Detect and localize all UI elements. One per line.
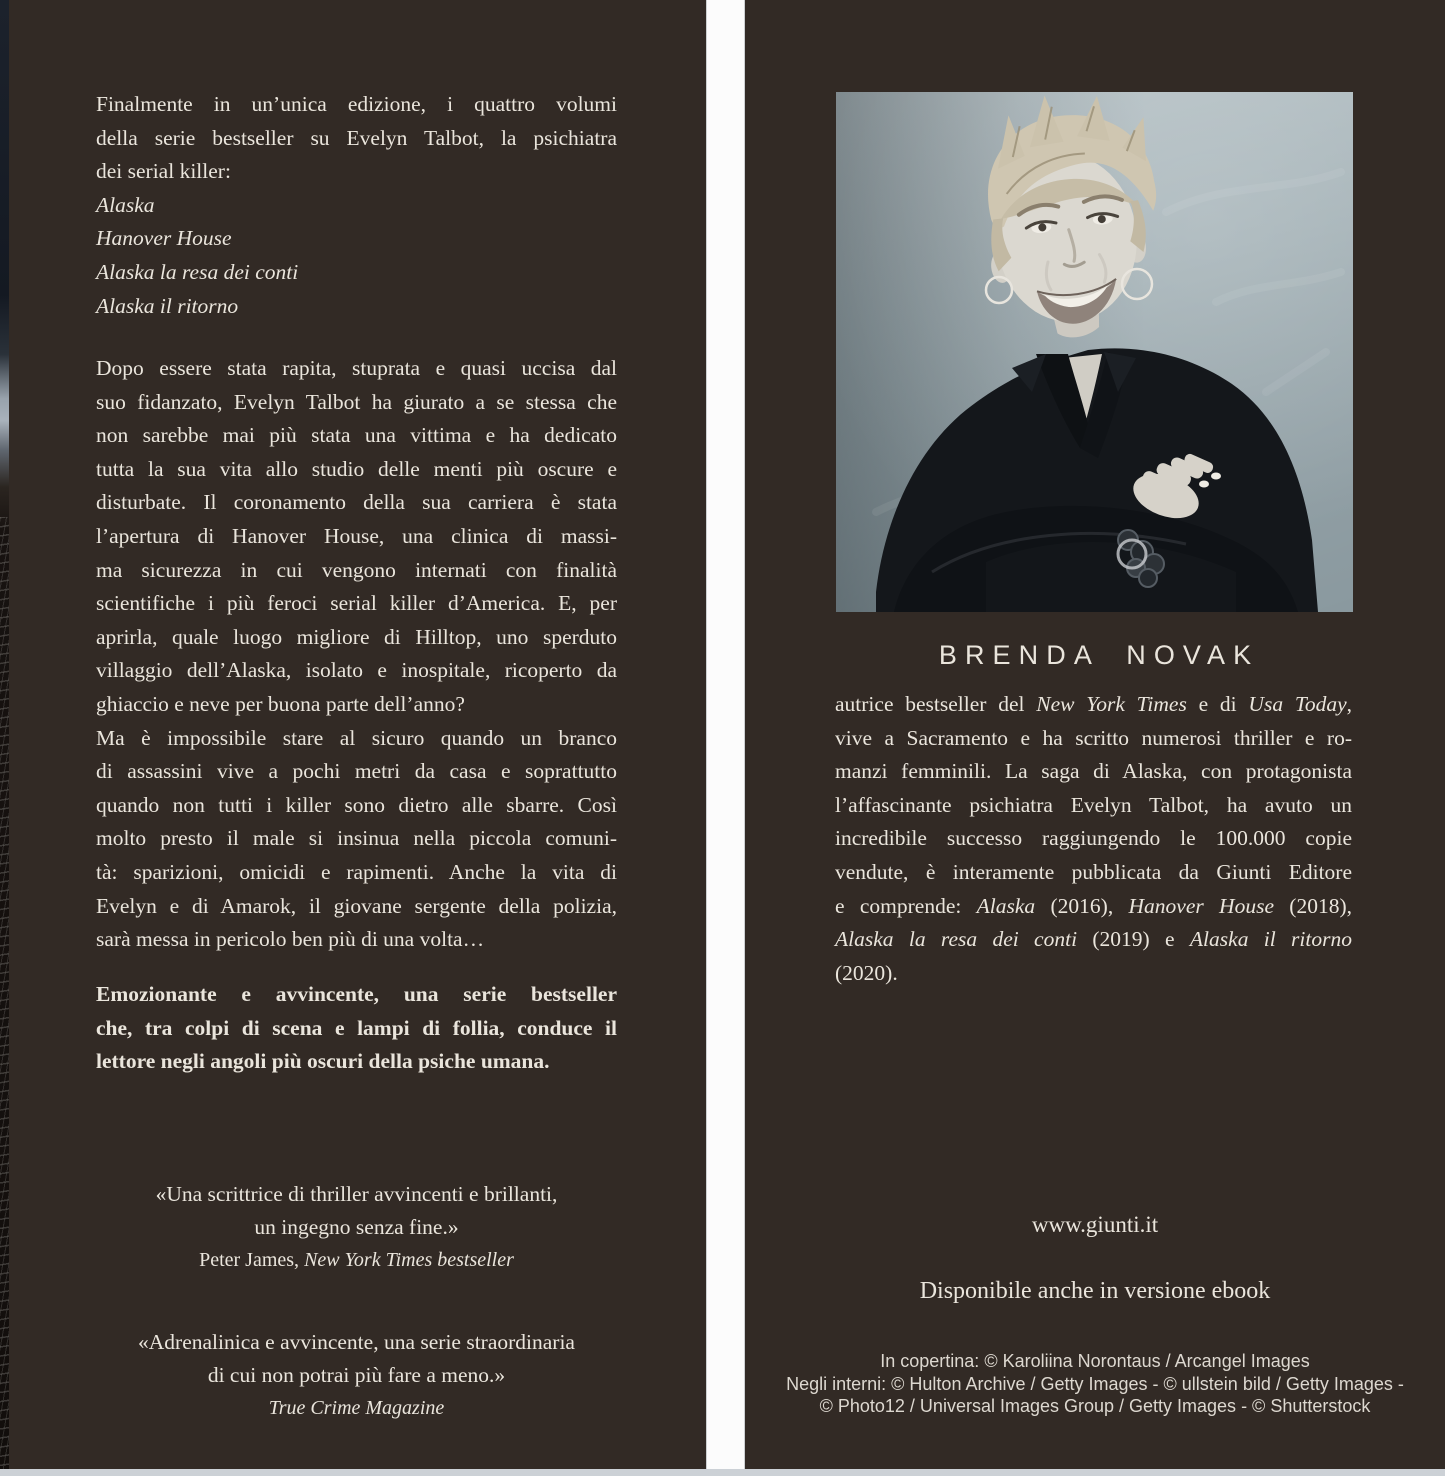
intro-paragraph	[96, 88, 617, 323]
right-flap	[745, 0, 1445, 1476]
text-line: ma sicurezza in cui vengono internati con finalità	[96, 557, 617, 582]
text-line	[835, 923, 1352, 957]
text-line: (2020).	[835, 960, 898, 985]
italic-text-run: Alaska la resa dei conti	[835, 927, 1078, 952]
text-line: di cui non potrai più fare a meno.»	[207, 1363, 506, 1387]
text-line: villaggio dell’Alaska, isolato e inospitale, ricoperto da	[96, 658, 617, 683]
highlight-paragraph	[96, 978, 617, 1079]
text-line: Evelyn e di Amarok, il giovane sergente della polizia,	[96, 893, 617, 918]
text-line: molto presto il male si insinua nella piccola comuni-	[96, 826, 617, 851]
text-run: (2018),	[1274, 893, 1353, 918]
text-line: «Una scrittrice di thriller avvincenti e brillanti,	[155, 1182, 558, 1206]
text-line: Negli interni: © Hulton Archive / Getty Images - © ullstein bild / Getty Images -	[786, 1373, 1404, 1394]
text-run: (2019) e	[1077, 927, 1190, 952]
quote-attribution-peter-james	[69, 1248, 644, 1272]
text-line: Finalmente in un’unica edizione, i quattro volumi	[96, 92, 617, 116]
author-portrait-photo	[836, 92, 1353, 612]
text-line: suo fidanzato, Evelyn Talbot ha giurato a se stessa che	[96, 389, 617, 414]
text-line: Alaska	[96, 192, 155, 217]
text-line: True Crime Magazine	[268, 1397, 445, 1419]
text-line	[69, 1248, 644, 1272]
text-line: della serie bestseller su Evelyn Talbot, la psichiatra	[96, 125, 617, 150]
text-line: incredibile successo raggiungendo le 100.000 copie	[835, 826, 1352, 851]
text-line: lettore negli angoli più oscuri della psiche umana.	[96, 1049, 550, 1074]
text-line: tutta la sua vita allo studio delle menti più oscure e	[96, 456, 617, 481]
text-line: sarà messa in pericolo ben più di una volta…	[96, 927, 485, 952]
italic-text-run: Usa Today	[1248, 692, 1347, 716]
text-line: Emozionante e avvincente, una serie bestseller	[96, 982, 617, 1006]
text-line: vive a Sacramento e ha scritto numerosi thriller e ro-	[835, 725, 1352, 750]
center-gutter	[706, 0, 745, 1476]
text-run: e comprende:	[835, 893, 977, 918]
text-line: di assassini vive a pochi metri da casa e soprattutto	[96, 759, 617, 784]
text-line: In copertina: © Karoliina Norontaus / Arcangel Images	[880, 1351, 1310, 1371]
text-line: Ma è impossibile stare al sicuro quando un branco	[96, 725, 617, 750]
text-run: Peter James,	[199, 1249, 305, 1271]
text-run: autrice bestseller del	[835, 692, 1037, 716]
italic-text-run: New York Times	[1036, 692, 1187, 716]
ebook-availability-note: Disponibile anche in versione ebook	[919, 1278, 1271, 1304]
italic-text-run: Hanover House	[1128, 893, 1274, 918]
text-run: e di	[1186, 692, 1249, 716]
text-line: vendute, è interamente pubblicata da Giunti Editore	[835, 859, 1352, 884]
review-quote-peter-james	[69, 1178, 644, 1244]
text-line: disturbate. Il coronamento della sua carriera è stata	[96, 490, 617, 515]
left-flap	[9, 0, 706, 1476]
text-line: Alaska la resa dei conti	[96, 259, 299, 284]
author-name: BRENDA NOVAK	[938, 640, 1260, 670]
text-run: ,	[1346, 692, 1352, 716]
cover-fold-sliver	[0, 0, 9, 1476]
publisher-website: www.giunti.it	[1031, 1212, 1159, 1237]
page-bottom-edge	[0, 1469, 1445, 1476]
text-line: Alaska il ritorno	[96, 293, 239, 318]
italic-text-run: Alaska il ritorno	[1189, 927, 1352, 952]
text-line: quando non tutti i killer sono dietro alle sbarre. Così	[96, 792, 617, 817]
text-line: l’apertura di Hanover House, una clinica di massi-	[96, 523, 617, 548]
quote-attribution-true-crime	[49, 1396, 664, 1420]
author-bio	[835, 688, 1352, 990]
text-line: l’affascinante psichiatra Evelyn Talbot, ha avuto un	[835, 792, 1352, 817]
italic-text-run: Alaska	[976, 893, 1036, 918]
text-line: Dopo essere stata rapita, stuprata e quasi uccisa dal	[96, 356, 617, 380]
text-line: «Adrenalinica e avvincente, una serie straordinaria	[138, 1330, 575, 1354]
text-line: che, tra colpi di scena e lampi di follia, conduce il	[96, 1015, 617, 1040]
text-line: aprirla, quale luogo migliore di Hilltop, uno sperduto	[96, 624, 617, 649]
review-quote-true-crime	[49, 1326, 664, 1392]
text-line: tà: sparizioni, omicidi e rapimenti. Anche la vita di	[96, 859, 617, 884]
text-line: dei serial killer:	[96, 159, 231, 184]
text-line: manzi femminili. La saga di Alaska, con protagonista	[835, 759, 1352, 784]
italic-text-run: New York Times bestseller	[304, 1249, 514, 1271]
synopsis-paragraph	[96, 352, 617, 957]
text-line: non sarebbe mai più stata una vittima e ha dedicato	[96, 423, 617, 448]
text-run: (2016),	[1035, 893, 1129, 918]
text-line: Hanover House	[96, 226, 232, 251]
text-line	[835, 890, 1352, 924]
photo-credits	[745, 1350, 1445, 1418]
text-line: ghiaccio e neve per buona parte dell’anno?	[96, 691, 465, 716]
text-line: © Photo12 / Universal Images Group / Getty Images - © Shutterstock	[819, 1396, 1371, 1417]
text-line: scientifiche i più feroci serial killer d’America. E, per	[96, 591, 617, 616]
text-line: un ingegno senza fine.»	[254, 1215, 459, 1239]
text-line	[835, 688, 1352, 722]
